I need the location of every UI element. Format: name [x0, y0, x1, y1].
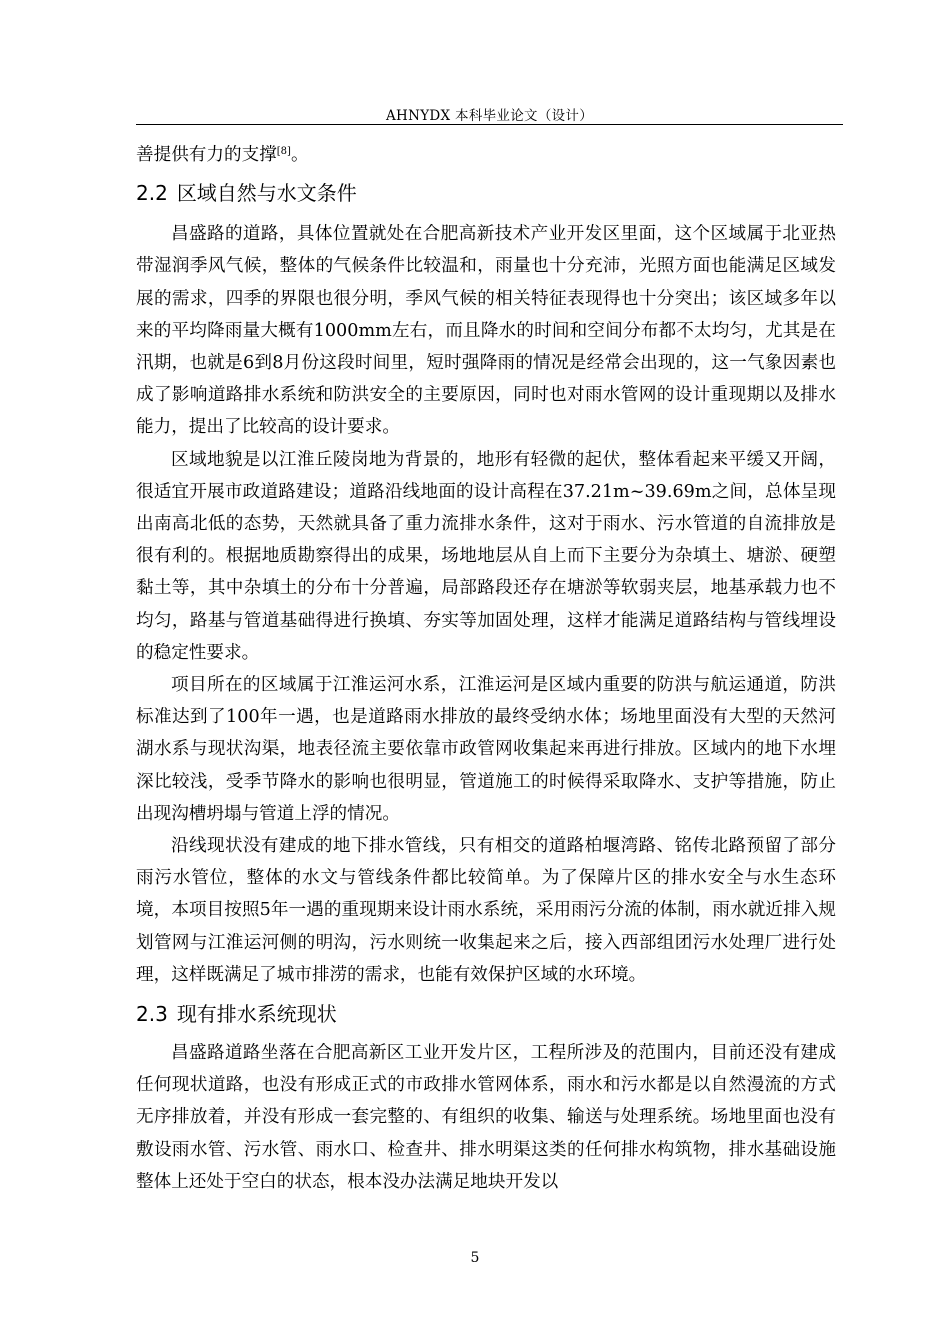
body-paragraph: 区域地貌是以江淮丘陵岗地为背景的，地形有轻微的起伏，整体看起来平缓又开阔，很适宜开展市政道路建设；道路沿线地面的设计高程在37.21m~39.69m之间，总体呈现出南高北低的态势，天然就具备了重力流排水条件，这对于雨水、污水管道的自流排放是很有利的。根据地质勘察得出的成果，场地地层从自上而下主要分为杂填土、塘淤、硬塑黏土等，其中杂填土的分布十分普遍，局部路段还存在塘淤等软弱夹层，地基承载力也不均匀，路基与管道基础得进行换填、夯实等加固处理，这样才能满足道路结构与管线埋设的稳定性要求。 [136, 449, 836, 663]
continuation-paragraph [136, 139, 836, 171]
page-body [136, 139, 836, 1198]
body-paragraph: 项目所在的区域属于江淮运河水系，江淮运河是区域内重要的防洪与航运通道，防洪标准达到了100年一遇，也是道路雨水排放的最终受纳水体；场地里面没有大型的天然河湖水系与现状沟渠，地表径流主要依靠市政管网收集起来再进行排放。区域内的地下水埋深比较浅，受季节降水的影响也很明显，管道施工的时候得采取降水、支护等措施，防止出现沟槽坍塌与管道上浮的情况。 [136, 675, 836, 824]
section-number: 2.3 [136, 1002, 168, 1027]
section-heading-2-2 [136, 180, 836, 206]
body-paragraph: 沿线现状没有建成的地下排水管线，只有相交的道路柏堰湾路、铭传北路预留了部分雨污水管位，整体的水文与管线条件都比较简单。为了保障片区的排水安全与水生态环境，本项目按照5年一遇的重现期来设计雨水系统，采用雨污分流的体制，雨水就近排入规划管网与江淮运河侧的明沟，污水则统一收集起来之后，接入西部组团污水处理厂进行处理，这样既满足了城市排涝的需求，也能有效保护区域的水环境。 [136, 836, 836, 985]
page-number: 5 [470, 1250, 480, 1266]
citation-ref: [8] [276, 146, 291, 157]
section-number: 2.2 [136, 181, 168, 206]
continuation-end: 。 [290, 145, 309, 165]
section-title: 现有排水系统现状 [176, 1002, 337, 1027]
body-paragraph: 昌盛路的道路，具体位置就处在合肥高新技术产业开发区里面，这个区域属于北亚热带湿润季风气候，整体的气候条件比较温和，雨量也十分充沛，光照方面也能满足区域发展的需求，四季的界限也很分明，季风气候的相关特征表现得也十分突出；该区域多年以来的平均降雨量大概有1000mm左右，而且降水的时间和空间分布都不太均匀，尤其是在汛期，也就是6到8月份这段时间里，短时强降雨的情况是经常会出现的，这一气象因素也成了影响道路排水系统和防洪安全的主要原因，同时也对雨水管网的设计重现期以及排水能力，提出了比较高的设计要求。 [136, 224, 836, 438]
running-header: AHNYDX 本科毕业论文（设计） [385, 108, 594, 124]
continuation-text: 善提供有力的支撑 [136, 145, 277, 165]
section-title: 区域自然与水文条件 [176, 181, 357, 206]
section-heading-2-3 [136, 1001, 836, 1027]
header-rule [136, 124, 843, 125]
body-paragraph: 昌盛路道路坐落在合肥高新区工业开发片区，工程所涉及的范围内，目前还没有建成任何现状道路，也没有形成正式的市政排水管网体系，雨水和污水都是以自然漫流的方式无序排放着，并没有形成一套完整的、有组织的收集、输送与处理系统。场地里面也没有敷设雨水管、污水管、雨水口、检查井、排水明渠这类的任何排水构筑物，排水基础设施整体上还处于空白的状态，根本没办法满足地块开发以 [136, 1043, 836, 1192]
